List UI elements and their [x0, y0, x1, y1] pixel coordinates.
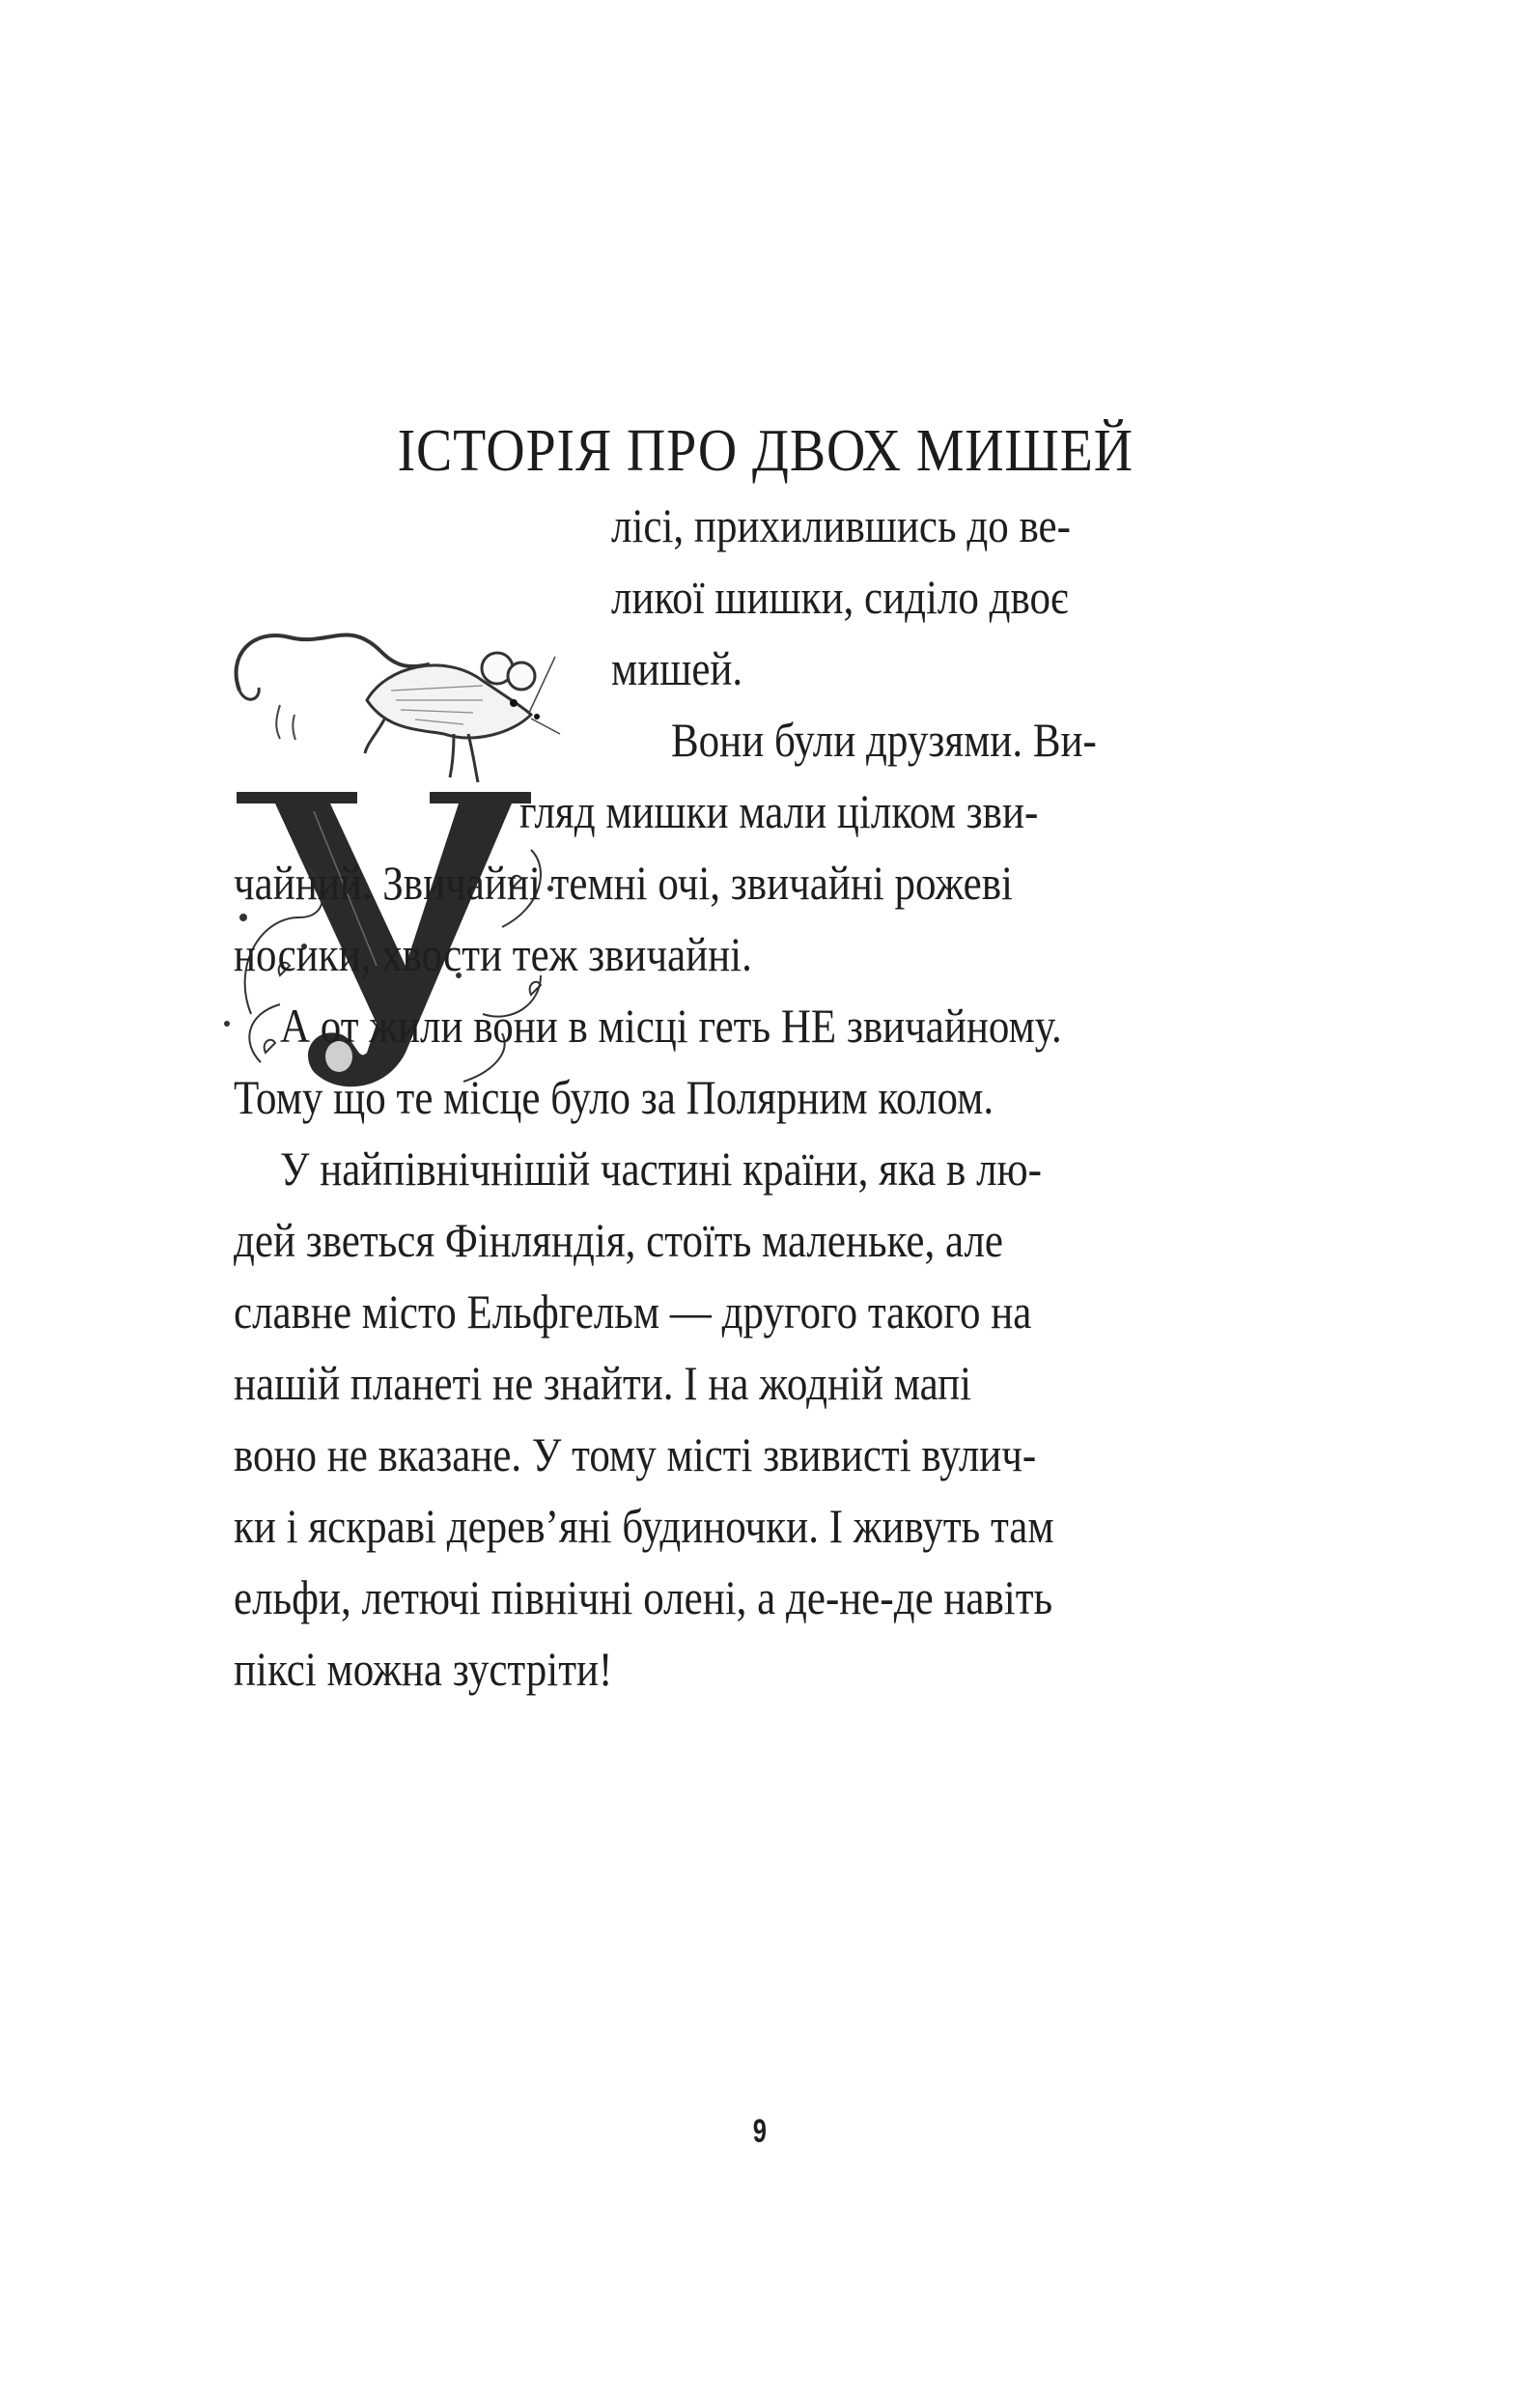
- text-line: У найпівнічнішій частині країни, яка в лю-: [280, 1142, 1042, 1196]
- text-line: мишей.: [611, 641, 743, 695]
- text-line: лісі, прихилившись до ве-: [611, 498, 1071, 552]
- text-line: ки і яскраві дерев’яні будиночки. І живуть там: [234, 1499, 1054, 1553]
- text-line: нашій планеті не знайти. І на жодній мапі: [234, 1356, 972, 1410]
- text-line: піксі можна зустріти!: [234, 1642, 613, 1696]
- text-line: воно не вказане. У тому місті звивисті вулич-: [234, 1427, 1037, 1481]
- text-line: дей зветься Фінляндія, стоїть маленьке, але: [234, 1213, 1004, 1267]
- text-line: гляд мишки мали цілком зви-: [519, 784, 1039, 838]
- text-line: Тому що те місце було за Полярним колом.: [234, 1070, 994, 1124]
- text-line: чайний. Звичайні темні очі, звичайні рожеві: [234, 856, 1013, 910]
- page-number: 9: [752, 2113, 767, 2150]
- text-line: А от жили вони в місці геть НЕ звичайному.: [280, 999, 1062, 1053]
- text-line: Вони були друзями. Ви-: [671, 713, 1097, 767]
- text-line: ликої шишки, сиділо двоє: [611, 570, 1069, 624]
- text-line: ельфи, летючі північні олені, а де-не-де навіть: [234, 1570, 1053, 1624]
- text-line: славне місто Ельфгельм — другого такого на: [234, 1284, 1032, 1339]
- text-line: носики, хвости теж звичайні.: [234, 927, 752, 981]
- chapter-title: ІСТОРІЯ ПРО ДВОХ МИШЕЙ: [397, 418, 1134, 484]
